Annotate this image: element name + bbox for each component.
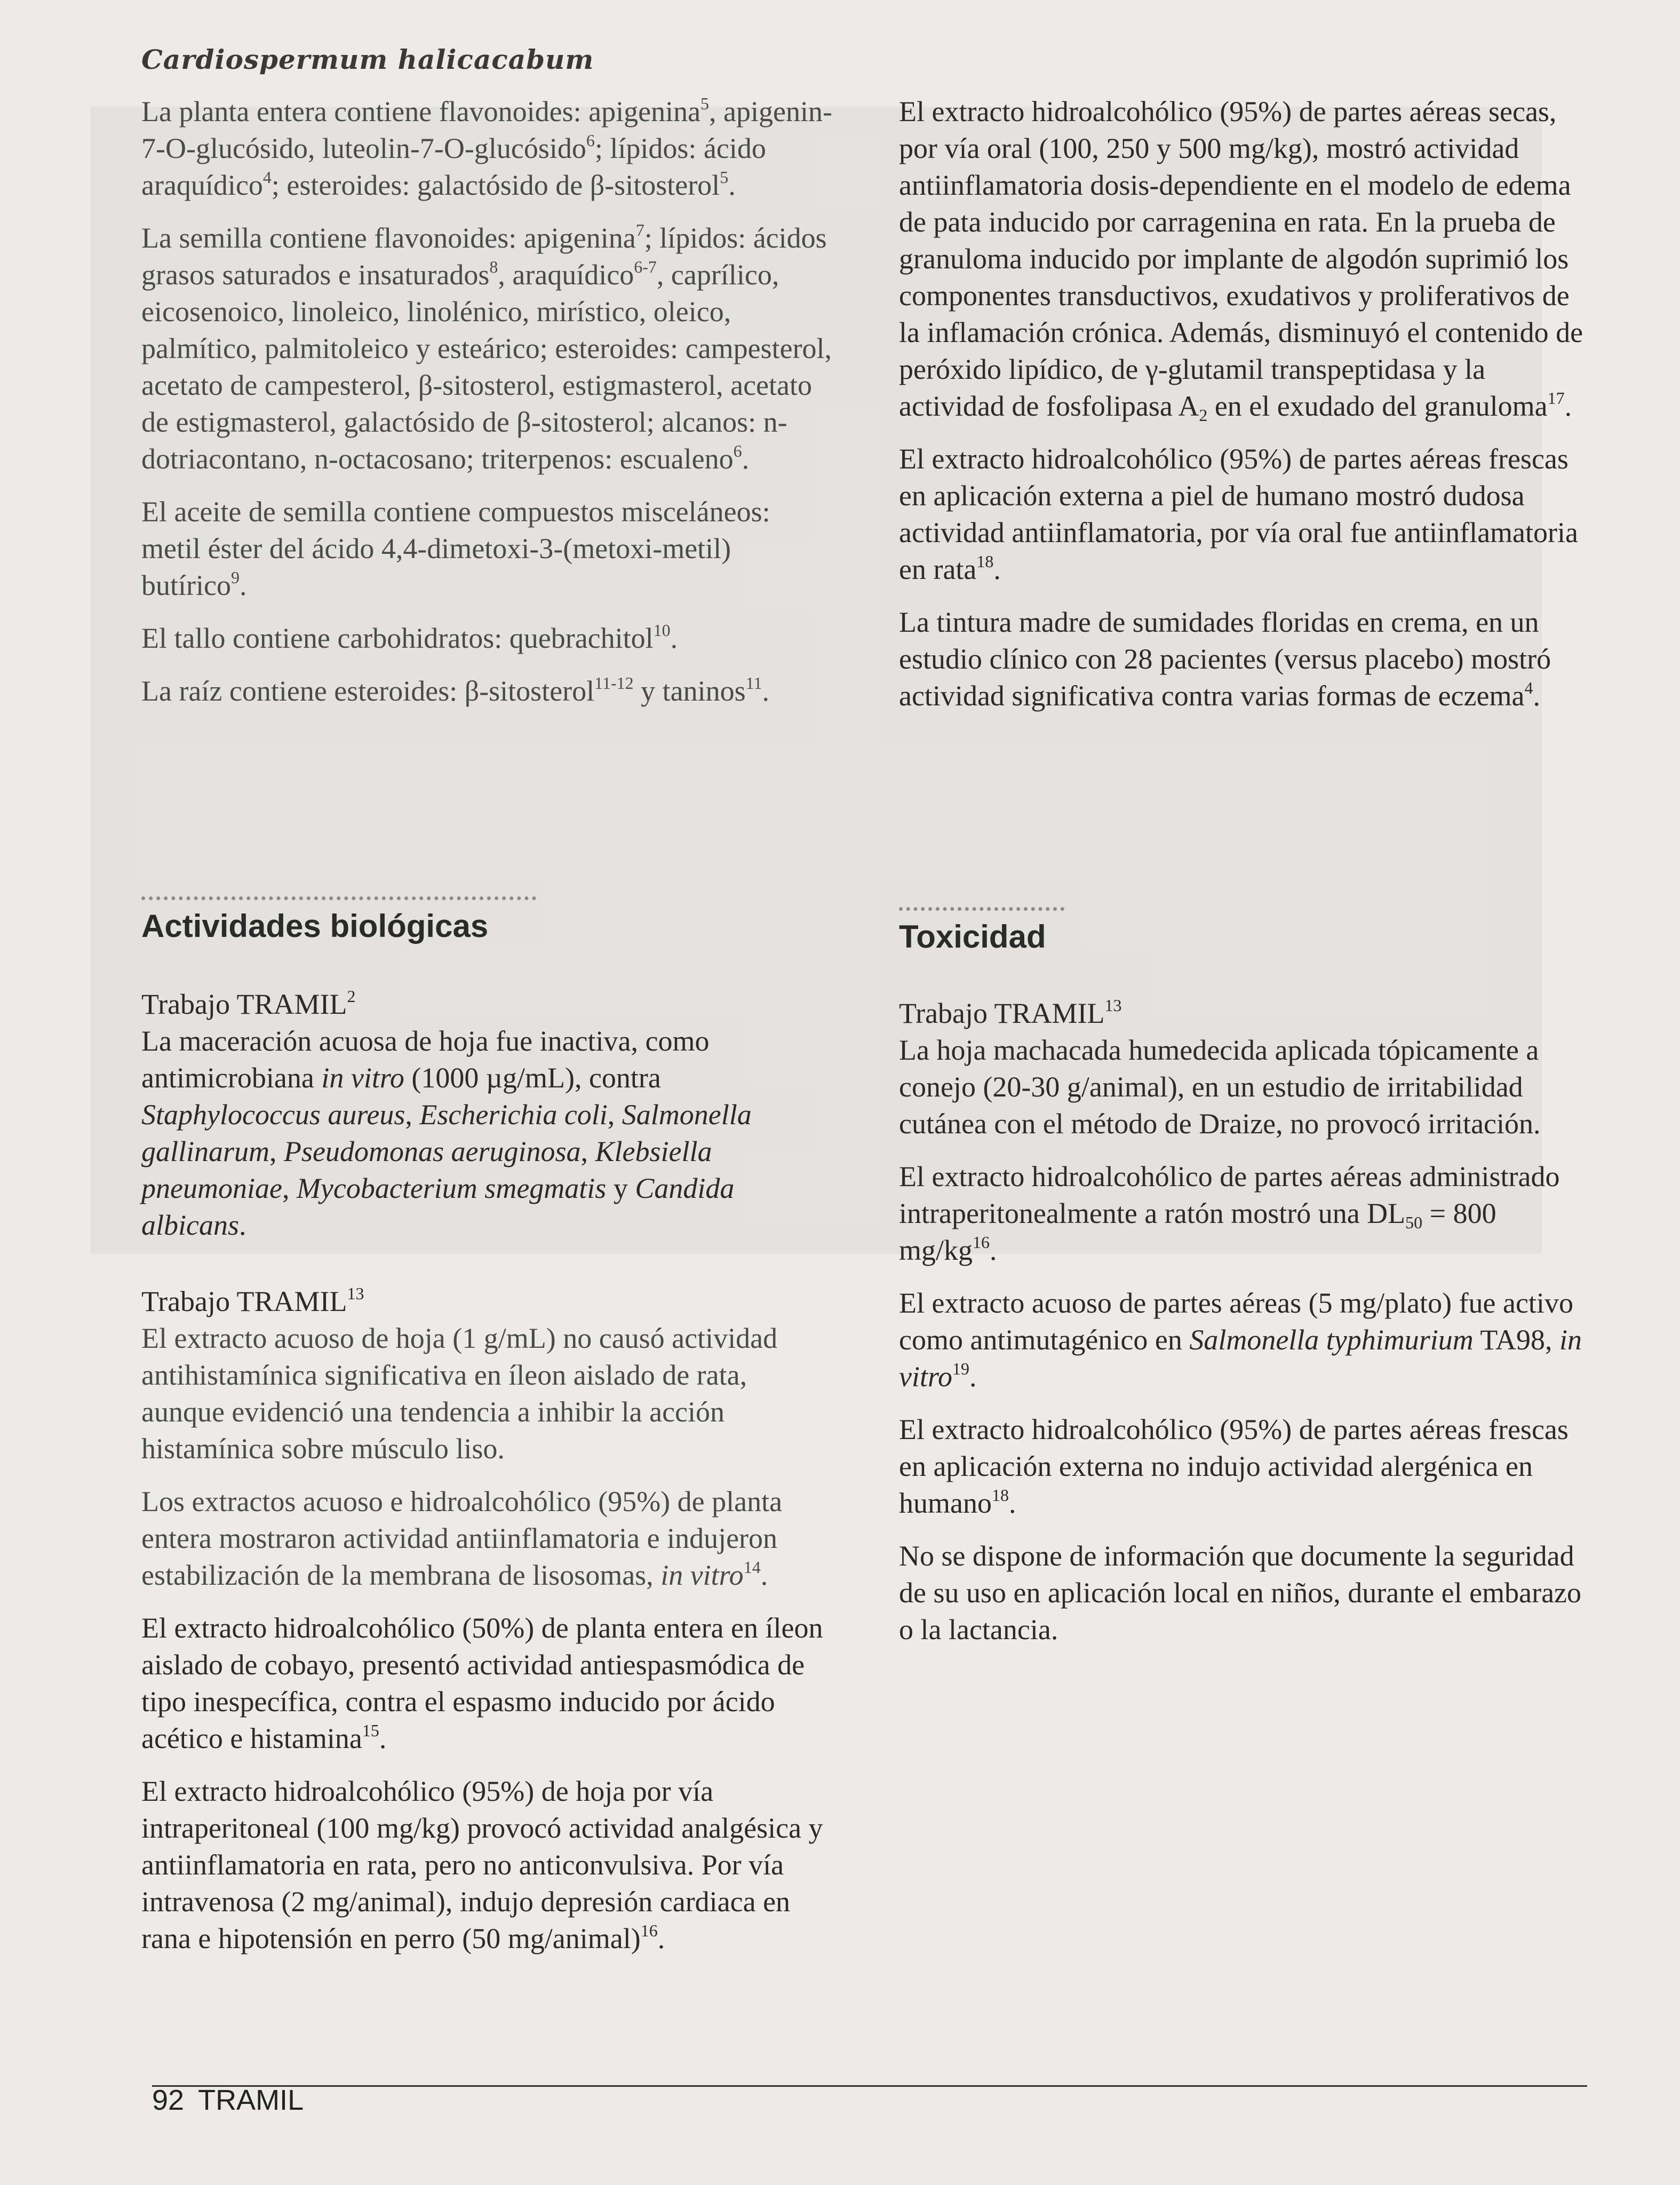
activity-paragraph: Los extractos acuoso e hidroalcohólico (95%) de planta entera mostraron actividad antiinflamatoria e indujeron estabilización de la membrana de lisosomas, in vitro$^{14}$. (141, 1485, 783, 1591)
toxicity-paragraph: No se dispone de información que documente la seguridad de su uso en aplicación local en niños, durante el embarazo o la lactancia. (899, 1540, 1582, 1646)
study-title: Trabajo TRAMIL$^{13}$ (141, 1284, 364, 1317)
activities-continued-block (899, 93, 1593, 714)
section-divider (141, 896, 536, 900)
composition-paragraph: La planta entera contiene flavonoides: apigenina$^5$, apigenin-7-O-glucósido, luteolin-7-O-glucósido$^6$; lípidos: ácido araquídico$^4$; esteroides: galactósido de β-sitosterol$^5$. (141, 94, 832, 201)
section-heading-toxicidad: Toxicidad (899, 919, 1046, 955)
study-title: Trabajo TRAMIL$^{13}$ (899, 996, 1122, 1029)
activity-paragraph: El extracto hidroalcohólico (95%) de hoja por vía intraperitoneal (100 mg/kg) provocó actividad analgésica y antiinflamatoria en rata, pero no anticonvulsiva. Por vía intravenosa (2 mg/animal), indujo depresión cardiaca en rana e hipotensión en perro (50 mg/animal)$^{16}$. (141, 1775, 823, 1954)
study-text: La hoja machacada humedecida aplicada tópicamente a conejo (20-30 g/animal), en un estudio de irritabilidad cutánea con el método de Draize, no provocó irritación. (899, 1034, 1541, 1140)
page-footer (152, 2084, 304, 2117)
biological-activities-body-2 (141, 1283, 835, 1957)
toxicity-body (899, 995, 1593, 1648)
page-number: 92 (152, 2084, 185, 2116)
study-title: Trabajo TRAMIL$^2$ (141, 987, 356, 1020)
composition-paragraph: La semilla contiene flavonoides: apigenina$^7$; lípidos: ácidos grasos saturados e insaturados$^8$, araquídico$^{6-7}$, caprílico, eicosenoico, linoleico, linolénico, mirístico, oleico, palmítico, palmitoleico y esteárico; esteroides: campesterol, acetato de campesterol, β-sitosterol, estigmasterol, acetato de estigmasterol, galactósido de β-sitosterol; alcanos: n-dotriacontano, n-octacosano; triterpenos: escualeno$^6$. (141, 220, 832, 475)
activity-paragraph: El extracto hidroalcohólico (50%) de planta entera en íleon aislado de cobayo, presentó actividad antiespasmódica de tipo inespecífica, contra el espasmo inducido por ácido acético e histamina$^{15}$. (141, 1612, 823, 1754)
toxicity-paragraph: El extracto hidroalcohólico de partes aéreas administrado intraperitonealmente a ratón mostró una $DL_{50} = 800$ $mg/kg^{16}$. (899, 1161, 1560, 1266)
footer-label: TRAMIL (198, 2084, 304, 2116)
activity-paragraph: La tintura madre de sumidades floridas en crema, en un estudio clínico con 28 pacientes (versus placebo) mostró actividad significativa contra varias formas de eczema$^4$. (899, 606, 1551, 712)
composition-paragraph: El aceite de semilla contiene compuestos misceláneos: metil éster del ácido 4,4-dimetoxi-3-(metoxi-metil) butírico$^9$. (141, 496, 770, 601)
study-text: El extracto acuoso de hoja (1 g/mL) no causó actividad antihistamínica significativa en íleon aislado de rata, aunque evidenció una tendencia a inhibir la acción histamínica sobre músculo liso. (141, 1322, 778, 1465)
composition-paragraph: La raíz contiene esteroides: β-sitosterol$^{11-12}$ y taninos$^{11}$. (141, 673, 769, 707)
biological-activities-heading-block (141, 896, 835, 944)
section-divider (899, 907, 1064, 911)
composition-paragraph: El tallo contiene carbohidratos: quebrachitol$^{10}$. (141, 621, 678, 654)
composition-block (141, 93, 835, 710)
toxicity-paragraph: El extracto acuoso de partes aéreas (5 mg/plato) fue activo como antimutagénico en Salmonella typhimurium TA98, in vitro$^{19}$. (899, 1287, 1582, 1393)
activity-paragraph: El extracto hidroalcohólico (95%) de partes aéreas frescas en aplicación externa a piel de humano mostró dudosa actividad antiinflamatoria, por vía oral fue antiinflamatoria en rata$^{18}$. (899, 443, 1578, 585)
footer-rule (152, 2085, 1587, 2087)
section-heading-actividades: Actividades biológicas (141, 908, 489, 944)
biological-activities-body (141, 986, 835, 1244)
toxicity-heading-block (899, 907, 1593, 955)
toxicity-paragraph: El extracto hidroalcohólico (95%) de partes aéreas frescas en aplicación externa no indujo actividad alergénica en humano$^{18}$. (899, 1413, 1568, 1519)
study-text: La maceración acuosa de hoja fue inactiva, como antimicrobiana in vitro (1000 µg/mL), contra Staphylococcus aureus, Escherichia coli, Salmonella gallinarum, Pseudomonas aeruginosa, Klebsiella pneumoniae, Mycobacterium smegmatis y Candida albicans. (141, 1025, 752, 1241)
running-title: Cardiospermum halicacabum (141, 44, 594, 75)
activity-paragraph: El extracto hidroalcohólico (95%) de partes aéreas secas, por vía oral (100, 250 y 500 mg/kg), mostró actividad antiinflamatoria dosis-dependiente en el modelo de edema de pata inducido por carragenina en rata. En la prueba de granuloma inducido por implante de algodón suprimió los componentes transductivos, exudativos y proliferativos de la inflamación crónica. Además, disminuyó el contenido de peróxido lipídico, de γ-glutamil transpeptidasa y la actividad de fosfolipasa $A_2$ en el exudado del granuloma$^{17}$. (899, 96, 1583, 425)
